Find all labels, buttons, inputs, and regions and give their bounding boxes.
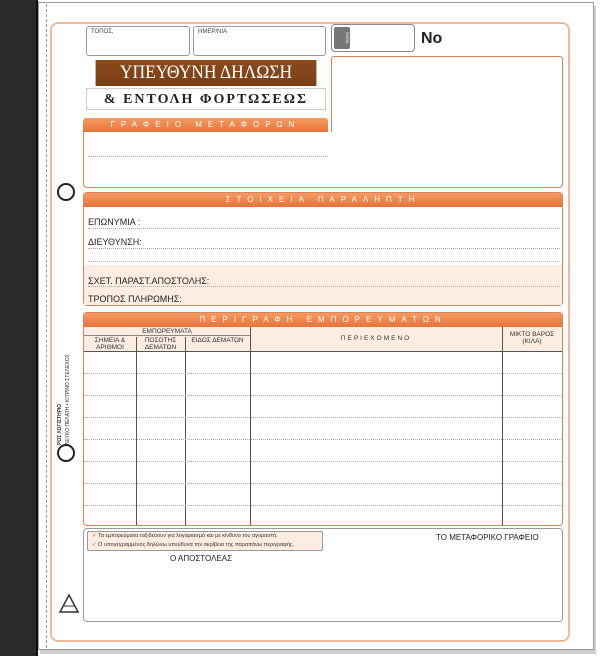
goods-row-line bbox=[84, 439, 562, 440]
col-type-header: ΕΙΔΟΣ ΔΕΜΑΤΩΝ bbox=[191, 337, 244, 344]
transport-office-title: ΓΡΑΦΕΙΟ ΜΕΤΑΦΟΡΩΝ bbox=[83, 118, 328, 132]
perforation-line bbox=[46, 4, 47, 648]
col-divider-3 bbox=[250, 327, 251, 525]
series-label: ΣΕΙΡΑ bbox=[334, 27, 350, 49]
binding-spine bbox=[0, 0, 38, 656]
transport-office-header bbox=[83, 118, 328, 132]
series-box bbox=[331, 24, 415, 52]
side-text-line-2: ΛΕΥΚΟ ΠΕΛΑΤΗ • ΚΙΤΡΙΝΟ ΣΤΕΛΕΧΟΣ bbox=[65, 354, 71, 445]
form-title: ΥΠΕΥΘΥΝΗ ΔΗΛΩΣΗ bbox=[96, 60, 317, 86]
notes-panel bbox=[87, 531, 323, 551]
goods-group-header: ΕΜΠΟΡΕΥΜΑΤΑ bbox=[84, 328, 250, 336]
recipient-related-doc-label: ΣΧΕΤ. ΠΑΡΑΣΤ.ΑΠΟΣΤΟΛΗΣ: bbox=[88, 276, 210, 286]
col-divider-4 bbox=[502, 327, 503, 525]
side-text-line-1: ΡΟΣ ΛΟΓΙΣΤΗΡΙΟ bbox=[57, 403, 63, 445]
recipient-section bbox=[83, 192, 563, 306]
goods-section bbox=[83, 312, 563, 526]
punch-hole-top bbox=[57, 183, 75, 201]
goods-title: ΠΕΡΙΓΡΑΦΗ ΕΜΠΟΡΕΥΜΑΤΩΝ bbox=[84, 313, 562, 327]
col-divider-2 bbox=[185, 337, 186, 525]
recipient-name-label: ΕΠΩΝΥΜΙΑ : bbox=[88, 217, 141, 227]
side-copy-text bbox=[56, 255, 80, 445]
col-contents-header: ΠΕΡΙΕΧΟΜΕΝΟ bbox=[340, 335, 412, 342]
goods-row-line bbox=[84, 483, 562, 484]
sender-signature-label: Ο ΑΠΟΣΤΟΛΕΑΣ bbox=[170, 554, 233, 563]
punch-hole-bottom bbox=[57, 444, 75, 462]
goods-row-line bbox=[84, 373, 562, 374]
col-quantity-header: ΠΟΣΟΤΗΣ ΔΕΜΑΤΩΝ bbox=[144, 337, 177, 351]
note-2-text: Ο υπογεγραμμένος δηλώνω υπεύθυνα την ακρίβεια της παραπάνω περιγραφής. bbox=[98, 542, 295, 548]
note-1: ✓ Τα εμπορεύματα ταξιδεύουν για λογαριασμό και με κίνδυνο του αγοραστή. bbox=[92, 533, 278, 539]
recipient-payment-label: ΤΡΟΠΟΣ ΠΛΗΡΩΜΗΣ: bbox=[88, 294, 182, 304]
recipient-related-doc-line[interactable] bbox=[88, 286, 560, 287]
recipient-title: ΣΤΟΙΧΕΙΑ ΠΑΡΑΛΗΠΤΗ bbox=[84, 193, 562, 207]
col-weight-header: ΜΙΚΤΟ ΒΑΡΟΣ (ΚΙΛΑ) bbox=[509, 331, 555, 345]
recipient-address-line[interactable] bbox=[88, 248, 560, 249]
goods-row-line bbox=[84, 461, 562, 462]
col-marks-header: ΣΗΜΕΙΑ & ΑΡΙΘΜΟΙ bbox=[94, 337, 126, 351]
publisher-logo bbox=[58, 592, 80, 614]
goods-row-line bbox=[84, 505, 562, 506]
recipient-address-line-2[interactable] bbox=[88, 261, 560, 262]
place-field[interactable] bbox=[86, 26, 190, 56]
note-2: ✓ Ο υπογεγραμμένος δηλώνω υπεύθυνα την ακρίβεια της παραπάνω περιγραφής. bbox=[92, 542, 295, 548]
place-label: ΤΟΠΟΣ, bbox=[91, 29, 114, 35]
goods-row-line bbox=[84, 395, 562, 396]
recipient-address-label: ΔΙΕΥΘΥΝΣΗ: bbox=[88, 237, 142, 247]
col-divider-1 bbox=[136, 337, 137, 525]
date-label: ΗΜΕΡ/ΝΙΑ bbox=[198, 29, 228, 35]
transport-office-signature-label: ΤΟ ΜΕΤΑΦΟΡΙΚΟ ΓΡΑΦΕΙΟ bbox=[436, 533, 539, 542]
date-field[interactable] bbox=[193, 26, 326, 56]
goods-row-line bbox=[84, 417, 562, 418]
form-subtitle: & ΕΝΤΟΛΗ ΦΟΡΤΩΣΕΩΣ bbox=[86, 88, 326, 110]
recipient-name-line[interactable] bbox=[88, 228, 560, 229]
transport-office-line bbox=[88, 156, 328, 157]
transport-office-section[interactable] bbox=[83, 132, 563, 188]
signature-section bbox=[83, 528, 563, 622]
number-label: No bbox=[421, 30, 443, 47]
title-block bbox=[86, 60, 326, 86]
note-1-text: Τα εμπορεύματα ταξιδεύουν για λογαριασμό και με κίνδυνο του αγοραστή. bbox=[98, 533, 278, 539]
